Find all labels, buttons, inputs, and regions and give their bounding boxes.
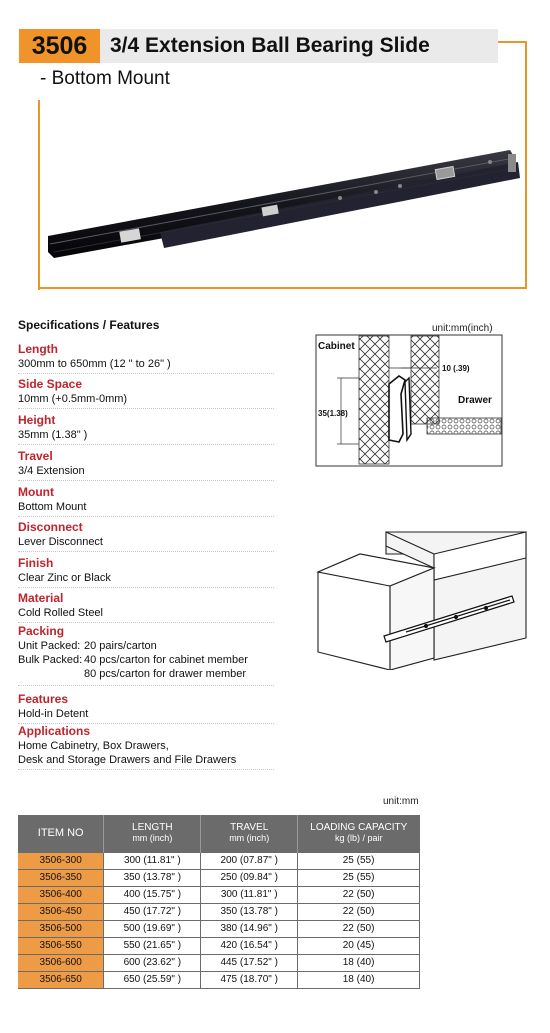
spec-packing-label: Packing xyxy=(18,624,65,638)
model-number-badge: 3506 xyxy=(19,29,100,63)
spec-side-space-label: Side Space xyxy=(18,377,83,391)
cell-travel: 250 (09.84" ) xyxy=(201,869,298,886)
table-header-capacity: LOADING CAPACITY kg (lb) / pair xyxy=(298,815,420,852)
cell-capacity: 18 (40) xyxy=(298,971,420,988)
cell-travel: 300 (11.81" ) xyxy=(201,886,298,903)
model-spec-table xyxy=(18,815,420,989)
cell-item: 3506-300 xyxy=(18,852,104,869)
table-row xyxy=(18,971,420,988)
spec-travel xyxy=(18,449,274,481)
spec-finish-label: Finish xyxy=(18,556,54,570)
cell-item: 3506-650 xyxy=(18,971,104,988)
spec-height-value: 35mm (1.38" ) xyxy=(18,429,88,441)
spec-mount-value: Bottom Mount xyxy=(18,501,87,513)
table-row xyxy=(18,903,420,920)
cell-item: 3506-550 xyxy=(18,937,104,954)
spec-material xyxy=(18,591,274,623)
spec-finish-value: Clear Zinc or Black xyxy=(18,572,111,584)
drawer-mount-diagram xyxy=(316,528,544,670)
cell-length: 350 (13.78" ) xyxy=(104,869,201,886)
spec-mount xyxy=(18,485,274,517)
cell-length: 450 (17.72" ) xyxy=(104,903,201,920)
table-row xyxy=(18,937,420,954)
diagram-drawer-label: Drawer xyxy=(458,395,492,406)
spec-applications-label: Applications xyxy=(18,724,91,738)
cell-capacity: 22 (50) xyxy=(298,903,420,920)
spec-length-value: 300mm to 650mm (12 " to 26" ) xyxy=(18,358,171,370)
specs-heading: Specifications / Features xyxy=(18,318,160,332)
diagram-height-label: 35(1.38) xyxy=(318,409,348,418)
cell-item: 3506-500 xyxy=(18,920,104,937)
spec-height-label: Height xyxy=(18,413,56,427)
cross-section-diagram xyxy=(315,334,503,467)
page-subtitle: - Bottom Mount xyxy=(40,68,170,89)
cell-capacity: 20 (45) xyxy=(298,937,420,954)
table-header-travel: TRAVEL mm (inch) xyxy=(201,815,298,852)
cell-travel: 350 (13.78" ) xyxy=(201,903,298,920)
table-row xyxy=(18,954,420,971)
spec-length xyxy=(18,342,274,374)
cell-item: 3506-400 xyxy=(18,886,104,903)
spec-applications-line2: Desk and Storage Drawers and File Drawers xyxy=(18,754,237,766)
spec-features-value: Hold-in Detent xyxy=(18,708,89,720)
spec-packing-unit: Unit Packed: 20 pairs/carton xyxy=(18,640,157,652)
cell-length: 400 (15.75" ) xyxy=(104,886,201,903)
cell-capacity: 18 (40) xyxy=(298,954,420,971)
table-unit-label: unit:mm xyxy=(383,796,419,807)
diagram-cabinet-label: Cabinet xyxy=(318,341,355,352)
cell-travel: 200 (07.87" ) xyxy=(201,852,298,869)
spec-applications xyxy=(18,724,274,770)
spec-height xyxy=(18,413,274,445)
spec-travel-value: 3/4 Extension xyxy=(18,465,85,477)
spec-disconnect-value: Lever Disconnect xyxy=(18,536,103,548)
spec-material-label: Material xyxy=(18,591,64,605)
spec-travel-label: Travel xyxy=(18,449,53,463)
table-row xyxy=(18,920,420,937)
spec-disconnect xyxy=(18,520,274,552)
product-photo xyxy=(40,140,525,270)
cell-travel: 445 (17.52" ) xyxy=(201,954,298,971)
table-row xyxy=(18,886,420,903)
table-header-length: LENGTH mm (inch) xyxy=(104,815,201,852)
page-title: 3/4 Extension Ball Bearing Slide xyxy=(110,34,430,57)
diagram-side-space-label: 10 (.39) xyxy=(442,364,470,373)
cell-length: 550 (21.65" ) xyxy=(104,937,201,954)
spec-side-space xyxy=(18,377,274,409)
cell-length: 300 (11.81" ) xyxy=(104,852,201,869)
spec-packing xyxy=(18,624,274,686)
spec-packing-bulk: Bulk Packed: 40 pcs/carton for cabinet member xyxy=(18,654,248,666)
cell-travel: 420 (16.54" ) xyxy=(201,937,298,954)
cell-capacity: 25 (55) xyxy=(298,869,420,886)
cell-item: 3506-350 xyxy=(18,869,104,886)
spec-finish xyxy=(18,556,274,588)
table-header-item: ITEM NO xyxy=(18,815,104,852)
spec-applications-line1: Home Cabinetry, Box Drawers, xyxy=(18,740,169,752)
spec-disconnect-label: Disconnect xyxy=(18,520,83,534)
spec-mount-label: Mount xyxy=(18,485,54,499)
cell-length: 600 (23.62" ) xyxy=(104,954,201,971)
cell-capacity: 22 (50) xyxy=(298,920,420,937)
cell-capacity: 22 (50) xyxy=(298,886,420,903)
cell-travel: 475 (18.70" ) xyxy=(201,971,298,988)
spec-features-label: Features xyxy=(18,692,69,706)
spec-features xyxy=(18,692,274,724)
cell-travel: 380 (14.96" ) xyxy=(201,920,298,937)
cell-length: 650 (25.59" ) xyxy=(104,971,201,988)
spec-material-value: Cold Rolled Steel xyxy=(18,607,103,619)
cell-length: 500 (19.69" ) xyxy=(104,920,201,937)
cell-capacity: 25 (55) xyxy=(298,852,420,869)
table-row xyxy=(18,852,420,869)
specs-unit-label: unit:mm(inch) xyxy=(432,323,493,334)
cell-item: 3506-600 xyxy=(18,954,104,971)
cell-item: 3506-450 xyxy=(18,903,104,920)
spec-side-space-value: 10mm (+0.5mm-0mm) xyxy=(18,393,128,405)
table-row xyxy=(18,869,420,886)
spec-length-label: Length xyxy=(18,342,58,356)
spec-packing-bulk-drawer: 80 pcs/carton for drawer member xyxy=(84,668,247,680)
